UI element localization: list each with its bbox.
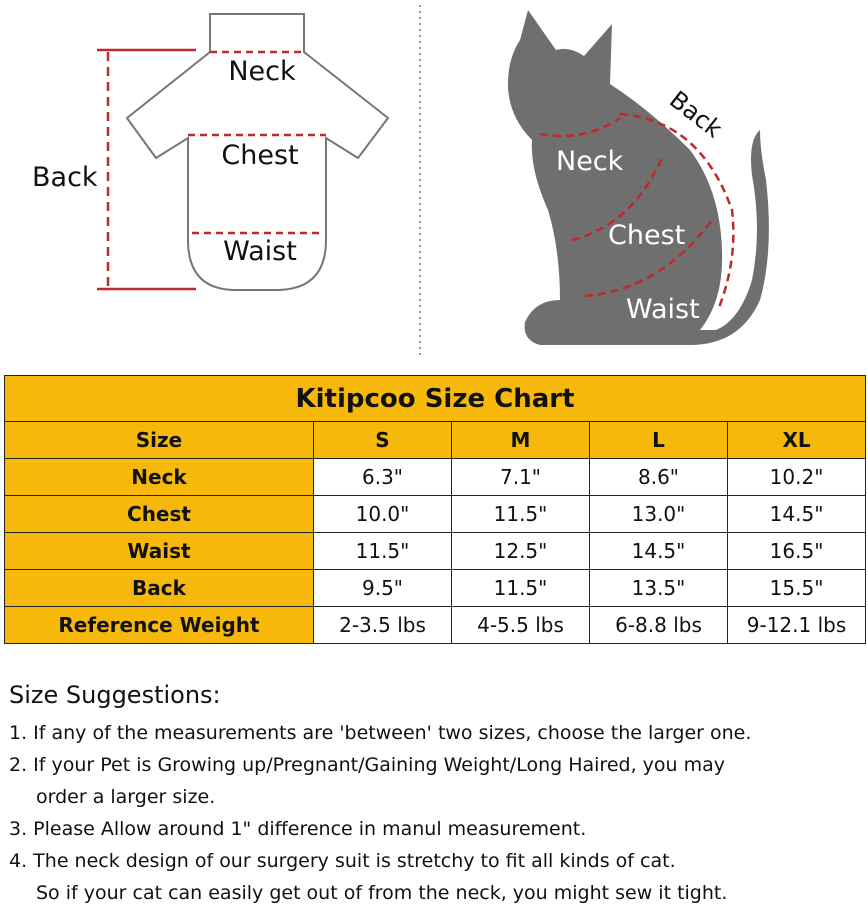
row-label-neck: Neck [5, 459, 314, 496]
cell-value: 14.5" [728, 496, 866, 533]
shirt-neck-label: Neck [228, 56, 296, 87]
row-label-back: Back [5, 570, 314, 607]
size-header-l: L [590, 422, 728, 459]
measurement-illustrations [0, 0, 868, 365]
row-label-chest: Chest [5, 496, 314, 533]
size-suggestions [9, 681, 864, 909]
cell-value: 2-3.5 lbs [314, 607, 452, 644]
cell-value: 12.5" [452, 533, 590, 570]
cell-value: 9.5" [314, 570, 452, 607]
shirt-diagram [32, 14, 388, 290]
row-label-waist: Waist [5, 533, 314, 570]
size-chart-table [4, 375, 866, 644]
cell-value: 9-12.1 lbs [728, 607, 866, 644]
cat-waist-label: Waist [626, 294, 700, 325]
cell-value: 11.5" [452, 496, 590, 533]
cell-value: 11.5" [452, 570, 590, 607]
cell-value: 13.0" [590, 496, 728, 533]
cat-back-label: Back [664, 85, 728, 144]
cell-value: 10.0" [314, 496, 452, 533]
cell-value: 10.2" [728, 459, 866, 496]
cell-value: 6-8.8 lbs [590, 607, 728, 644]
size-header-m: M [452, 422, 590, 459]
suggestion-item-continuation: order a larger size. [36, 786, 216, 808]
cell-value: 14.5" [590, 533, 728, 570]
table-row [5, 607, 866, 644]
suggestion-item: 2. If your Pet is Growing up/Pregnant/Gaining Weight/Long Haired, you may [9, 754, 725, 776]
cell-value: 13.5" [590, 570, 728, 607]
cat-chest-label: Chest [608, 220, 686, 251]
cat-diagram [508, 10, 769, 345]
cell-value: 16.5" [728, 533, 866, 570]
table-row [5, 496, 866, 533]
suggestions-heading: Size Suggestions: [9, 681, 221, 709]
cell-value: 4-5.5 lbs [452, 607, 590, 644]
cell-value: 11.5" [314, 533, 452, 570]
size-header-xl: XL [728, 422, 866, 459]
row-label-reference-weight: Reference Weight [5, 607, 314, 644]
size-header-label: Size [5, 422, 314, 459]
table-row [5, 570, 866, 607]
cell-value: 6.3" [314, 459, 452, 496]
table-row [5, 459, 866, 496]
cell-value: 7.1" [452, 459, 590, 496]
cell-value: 15.5" [728, 570, 866, 607]
suggestion-item: 4. The neck design of our surgery suit is stretchy to fit all kinds of cat. [9, 850, 676, 872]
suggestion-item: 3. Please Allow around 1" difference in manul measurement. [9, 818, 587, 840]
shirt-chest-label: Chest [221, 140, 299, 171]
suggestion-item: 1. If any of the measurements are 'between' two sizes, choose the larger one. [9, 722, 752, 744]
suggestion-item-continuation: So if your cat can easily get out of from the neck, you might sew it tight. [36, 882, 728, 904]
table-row [5, 533, 866, 570]
shirt-waist-label: Waist [223, 236, 297, 267]
shirt-back-label: Back [32, 162, 98, 193]
table-title: Kitipcoo Size Chart [5, 376, 866, 422]
cell-value: 8.6" [590, 459, 728, 496]
cat-neck-label: Neck [556, 146, 624, 177]
size-header-s: S [314, 422, 452, 459]
